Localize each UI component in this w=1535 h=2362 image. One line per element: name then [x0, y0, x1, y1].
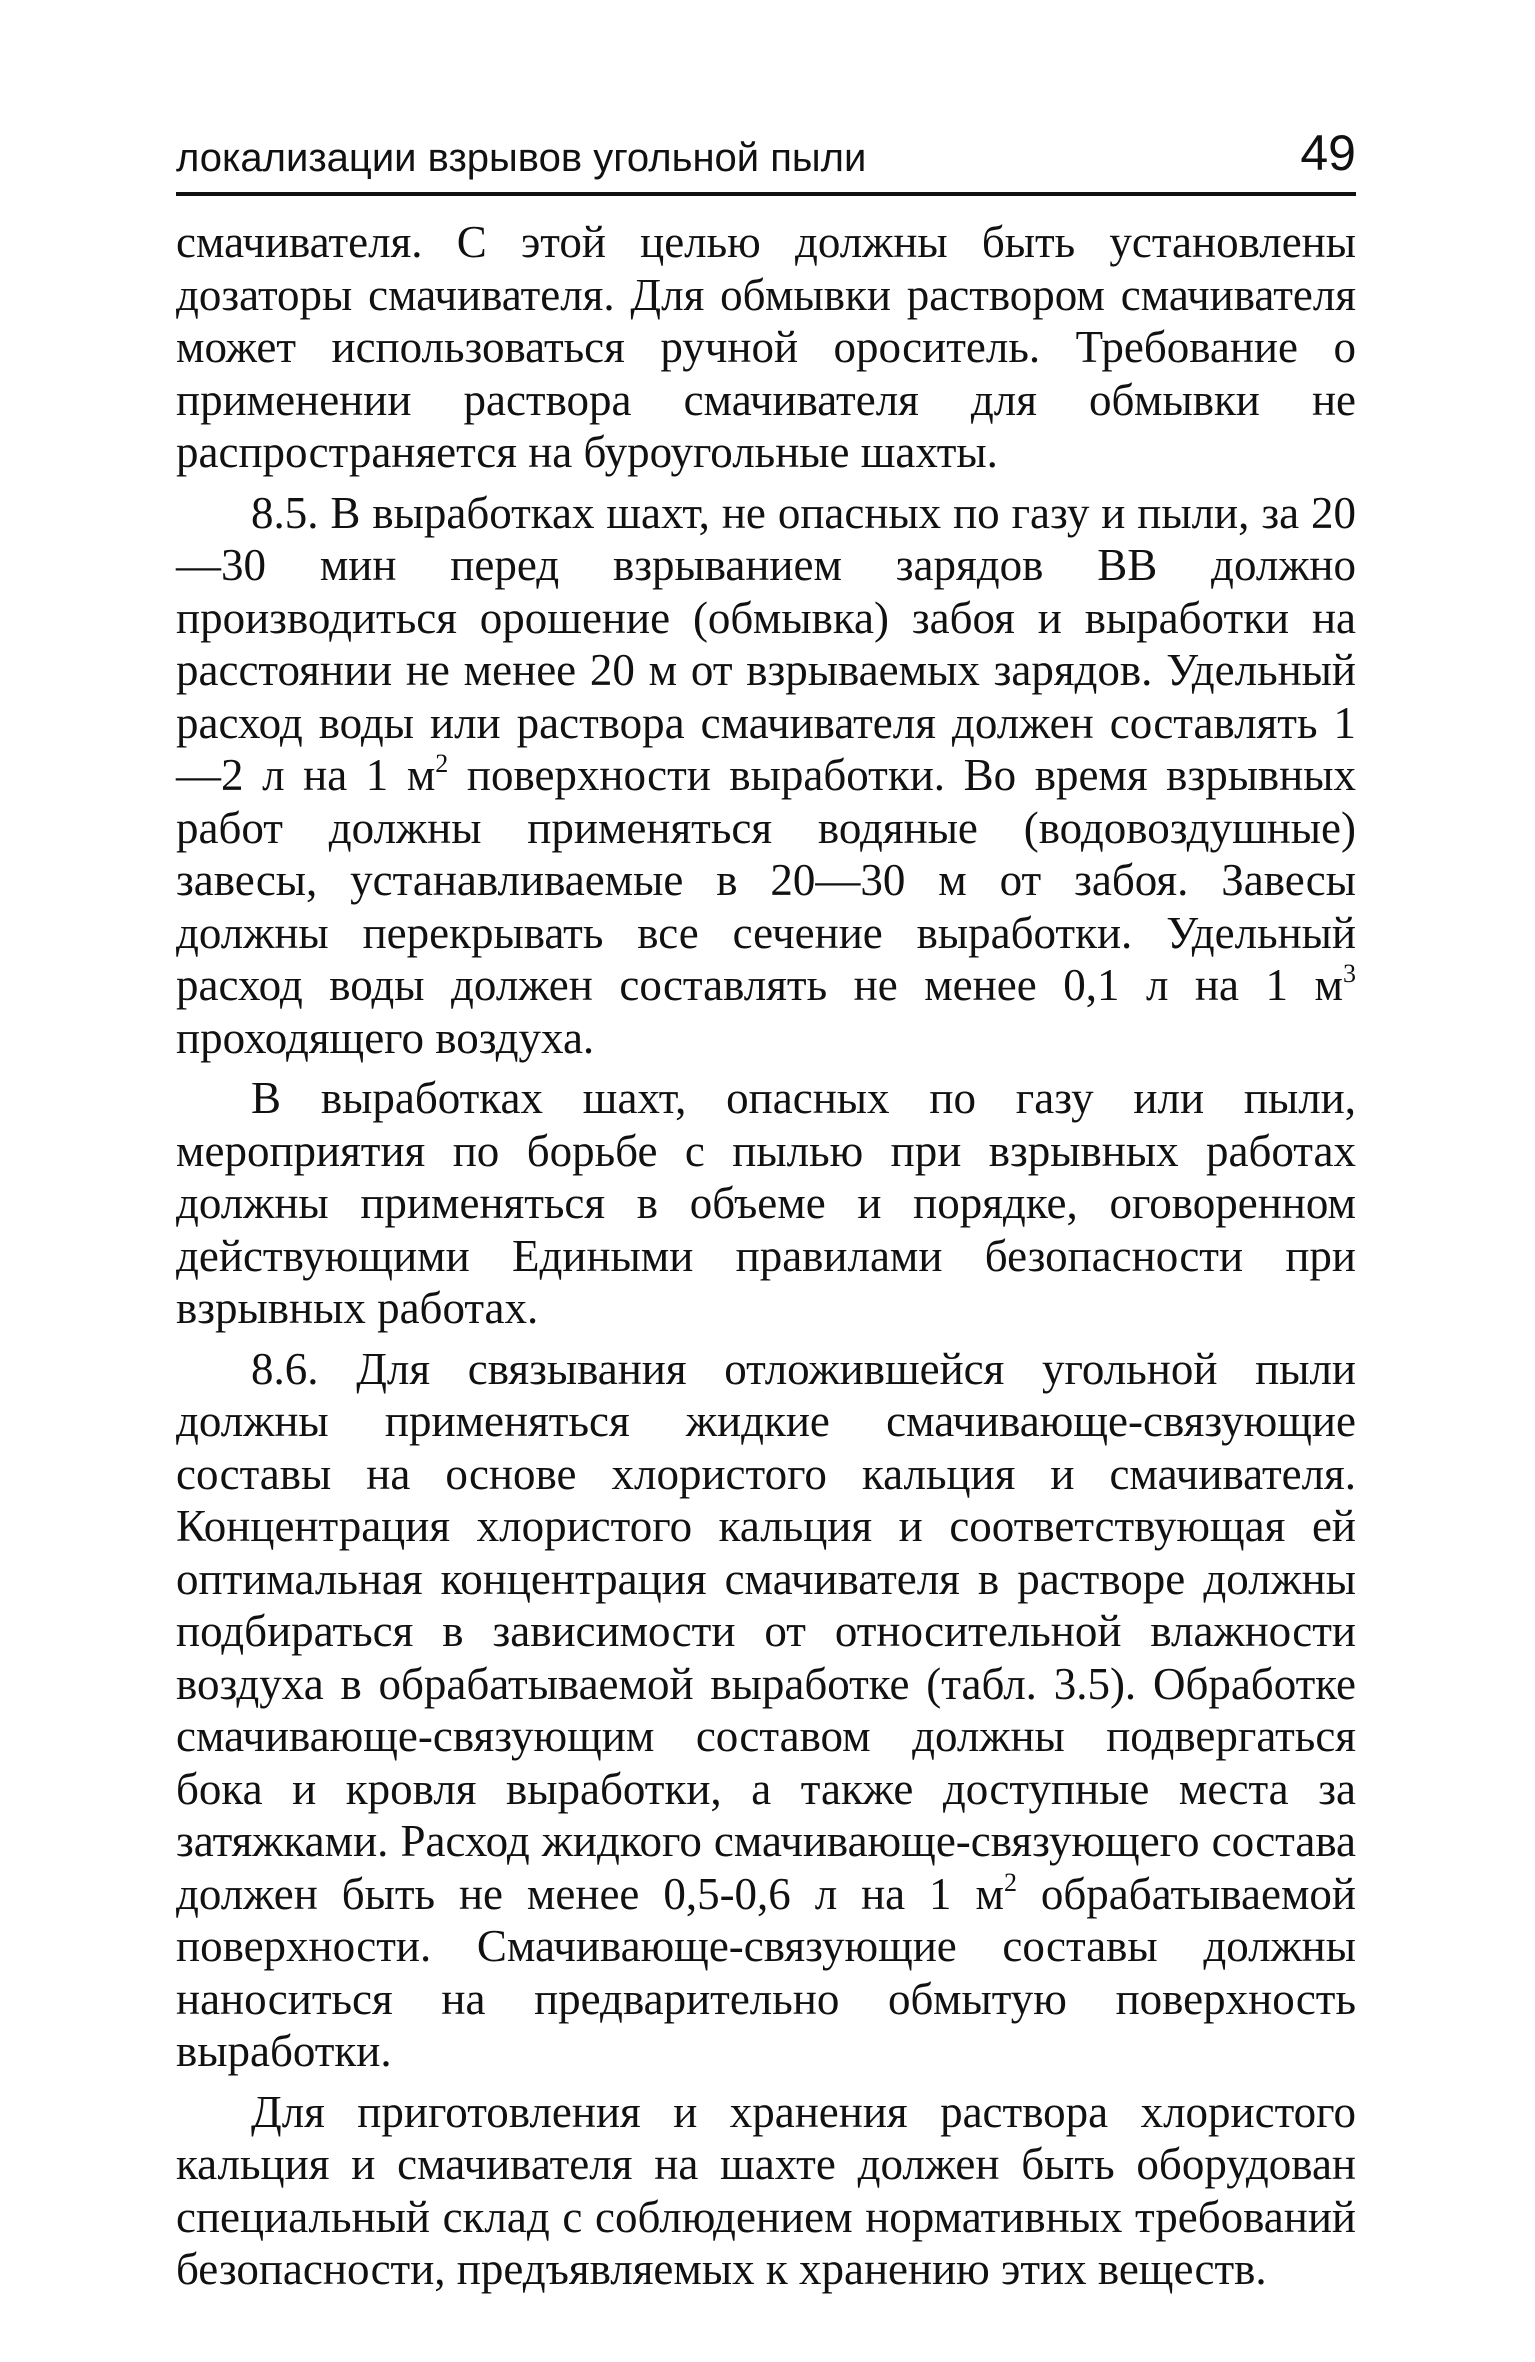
paragraph-text: 8.5. В выработках шахт, не опасных по газу и пыли, за 20—30 мин перед взрыванием зарядов ВВ должно производиться орошение (обмывка) забоя и выработки на расстоянии не менее 20 м от взрываемых зарядов. Удельный расход воды или раствора смачивателя должен составлять 1—2 л на 1 м: [176, 487, 1356, 800]
superscript: 2: [1003, 1867, 1017, 1897]
body-text: [176, 216, 1356, 2296]
running-header: [176, 125, 1356, 196]
paragraph-text: Для приготовления и хранения раствора хлористого кальция и смачивателя на шахте должен быть оборудован специальный склад с соблюдением нормативных требований безопасности, предъявляемых к хранению этих веществ.: [176, 2086, 1356, 2294]
page-number: 49: [1300, 125, 1356, 181]
paragraph-text: смачивателя. С этой целью должны быть установлены дозаторы смачивателя. Для обмывки раствором смачивателя может использоваться ручной ороситель. Требование о применении раствора смачивателя для обмывки не распространяется на буроугольные шахты.: [176, 217, 1356, 477]
superscript: 2: [435, 749, 449, 778]
paragraph-8-5: [176, 487, 1356, 1065]
book-page: [176, 125, 1356, 2296]
paragraph-text: обрабатываемой поверхности. Смачивающе-связующие составы должны наноситься на предварительно обмытую поверхность выработки.: [176, 1868, 1356, 2076]
paragraph-8-6: [176, 1343, 1356, 2078]
paragraph-gas-dust: [176, 1072, 1356, 1335]
paragraph-storage: [176, 2086, 1356, 2296]
superscript: 3: [1343, 959, 1356, 988]
paragraph-text: В выработках шахт, опасных по газу или пыли, мероприятия по борьбе с пылью при взрывных работах должны применяться в объеме и порядке, оговоренном действующими Едиными правилами безопасности при взрывных работах.: [176, 1073, 1356, 1333]
running-title: локализации взрывов угольной пыли: [176, 136, 867, 180]
paragraph-text: 8.6. Для связывания отложившейся угольной пыли должны применяться жидкие смачивающе-связующие составы на основе хлористого кальция и смачивателя. Концентрация хлористого кальция и соответствующая ей оптимальная концентрация смачивателя в растворе должны подбираться в зависимости от относительной влажности воздуха в обрабатываемой выработке (табл. 3.5). Обработке смачивающе-связующим составом должны подвергаться бока и кровля выработки, а также доступные места за затяжками. Расход жидкого смачивающе-связующего состава должен быть не менее 0,5-0,6 л на 1 м: [176, 1343, 1356, 1919]
paragraph-text: проходящего воздуха.: [176, 1012, 595, 1063]
paragraph-continuation: [176, 216, 1356, 479]
paragraph-text: поверхности выработки. Во время взрывных работ должны применяться водяные (водовоздушные) завесы, устанавливаемые в 20—30 м от забоя. Завесы должны перекрывать все сечение выработки. Удельный расход воды должен составлять не менее 0,1 л на 1 м: [176, 750, 1356, 1010]
